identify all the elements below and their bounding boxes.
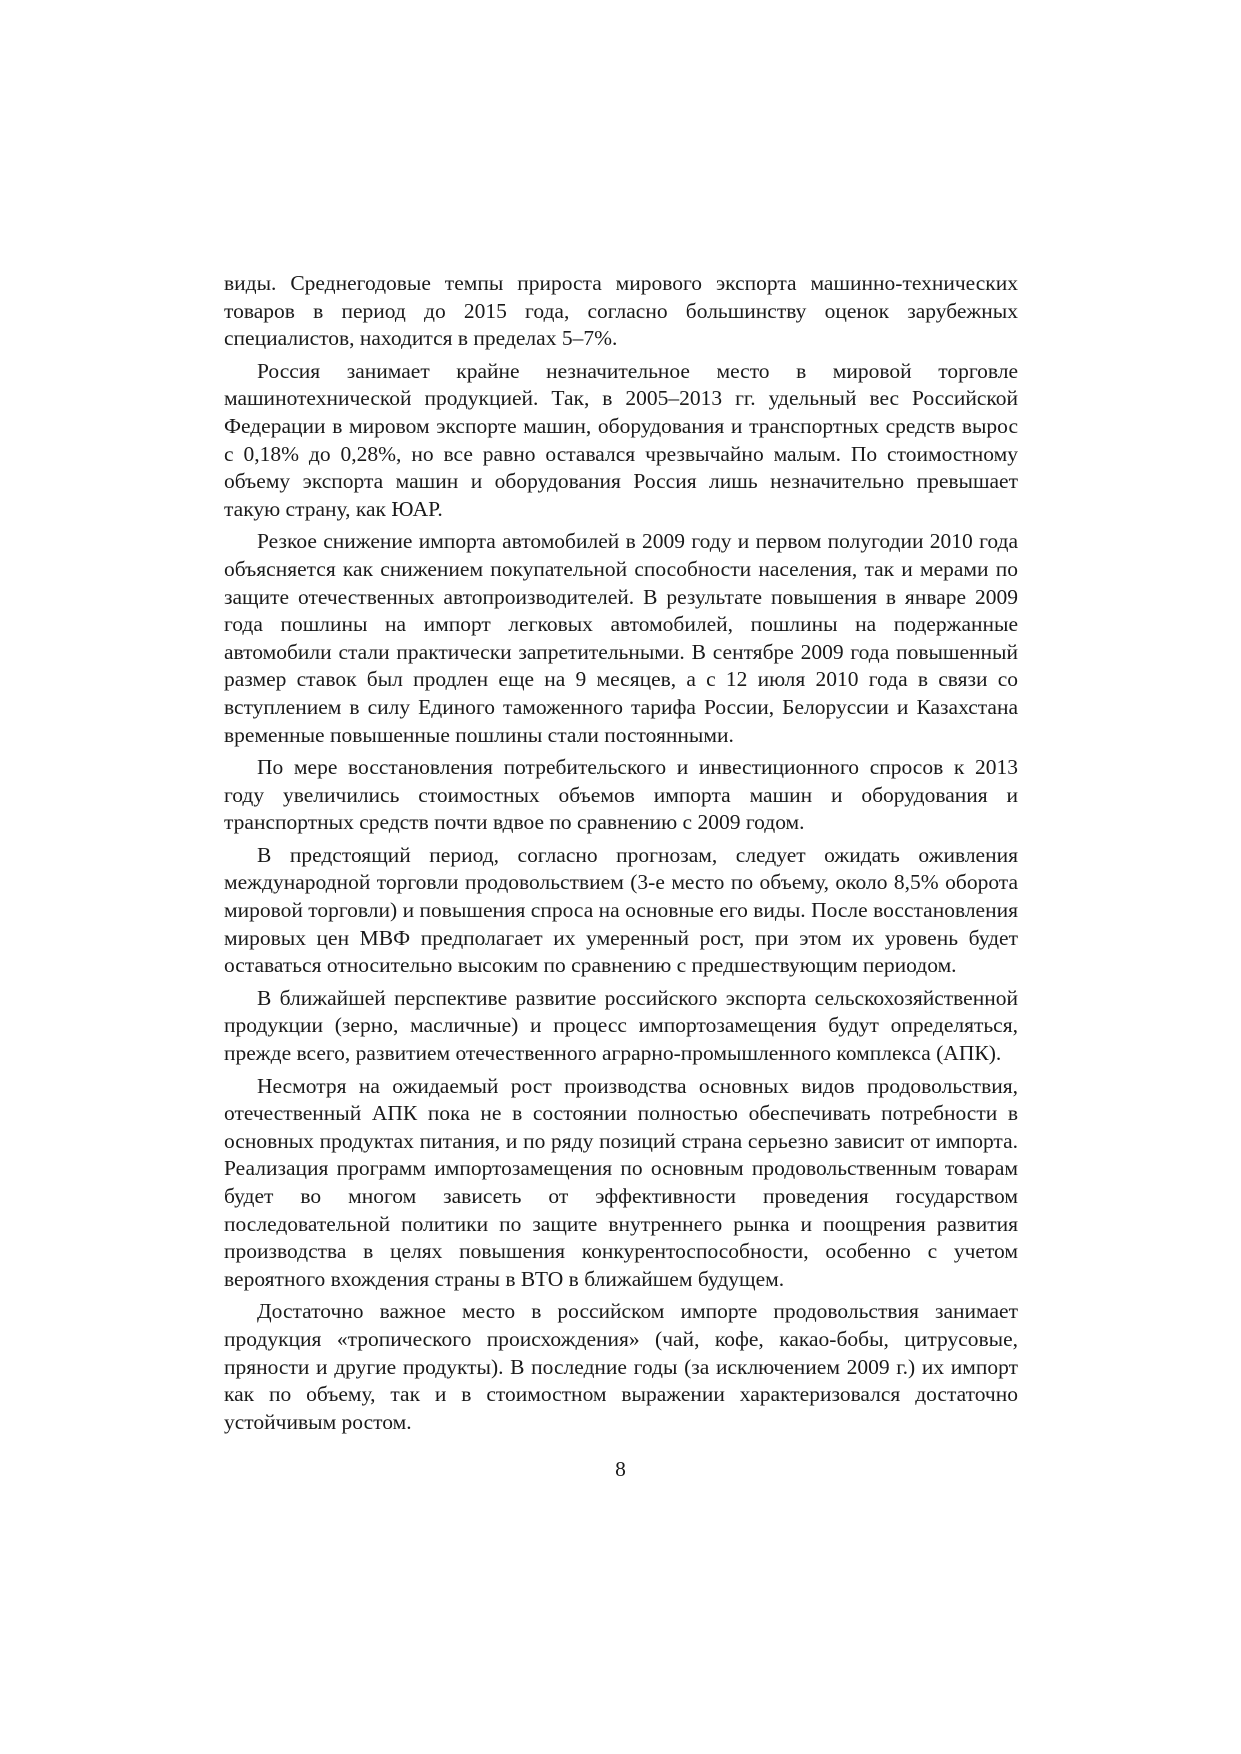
paragraph-3: Резкое снижение импорта автомобилей в 2009 году и первом полугодии 2010 года объясняется как снижением покупательной способности населения, так и мерами по защите отечественных автопроизводителей. В результате повышения в январе 2009 года пошлины на импорт легковых автомобилей, пошлины на подержанные автомобили стали практически запретительными. В сентябре 2009 года повышенный размер ставок был продлен еще на 9 месяцев, а с 12 июля 2010 года в связи со вступлением в силу Единого таможенного тарифа России, Белоруссии и Казахстана временные повышенные пошлины стали постоянными. [224, 529, 1018, 747]
paragraph-1: виды. Среднегодовые темпы прироста мирового экспорта машинно-технических товаров в период до 2015 года, согласно большинству оценок зарубежных специалистов, находится в пределах 5–7%. [224, 271, 1018, 351]
paragraph-5: В предстоящий период, согласно прогнозам, следует ожидать оживления международной торговли продовольствием (3-е место по объему, около 8,5% оборота мировой торговли) и повышения спроса на основные его виды. После восстановления мировых цен МВФ предполагает их умеренный рост, при этом их уровень будет оставаться относительно высоким по сравнению с предшествующим периодом. [224, 842, 1018, 978]
paragraph-8: Достаточно важное место в российском импорте продовольствия занимает продукция «тропического происхождения» (чай, кофе, какао-бобы, цитрусовые, пряности и другие продукты). В последние годы (за исключением 2009 г.) их импорт как по объему, так и в стоимостном выражении характеризовался достаточно устойчивым ростом. [224, 1299, 1018, 1434]
body-text [224, 270, 1018, 1441]
paragraph-4: По мере восстановления потребительского и инвестиционного спросов к 2013 году увеличились стоимостных объемов импорта машин и оборудования и транспортных средств почти вдвое по сравнению с 2009 годом. [224, 755, 1018, 835]
paragraph-6: В ближайшей перспективе развитие российского экспорта сельскохозяйственной продукции (зерно, масличные) и процесс импортозамещения будут определяться, прежде всего, развитием отечественного аграрно-промышленного комплекса (АПК). [224, 985, 1018, 1066]
paragraph-7: Несмотря на ожидаемый рост производства основных видов продовольствия, отечественный АПК пока не в состоянии полностью обеспечивать потребности в основных продуктах питания, и по ряду позиций страна серьезно зависит от импорта. Реализация программ импортозамещения по основным продовольственным товарам будет во многом зависеть от эффективности проведения государством последовательной политики по защите внутреннего рынка и поощрения развития производства в целях повышения конкурентоспособности, особенно с учетом вероятного вхождения страны в ВТО в ближайшем будущем. [224, 1073, 1018, 1291]
paragraph-2: Россия занимает крайне незначительное место в мировой торговле машинотехнической продукцией. Так, в 2005–2013 гг. удельный вес Российской Федерации в мировом экспорте машин, оборудования и транспортных средств вырос с 0,18% до 0,28%, но все равно оставался чрезвычайно малым. По стоимостному объему экспорта машин и оборудования Россия лишь незначительно превышает такую страну, как ЮАР. [224, 358, 1018, 521]
page-number: 8 [615, 1457, 626, 1481]
